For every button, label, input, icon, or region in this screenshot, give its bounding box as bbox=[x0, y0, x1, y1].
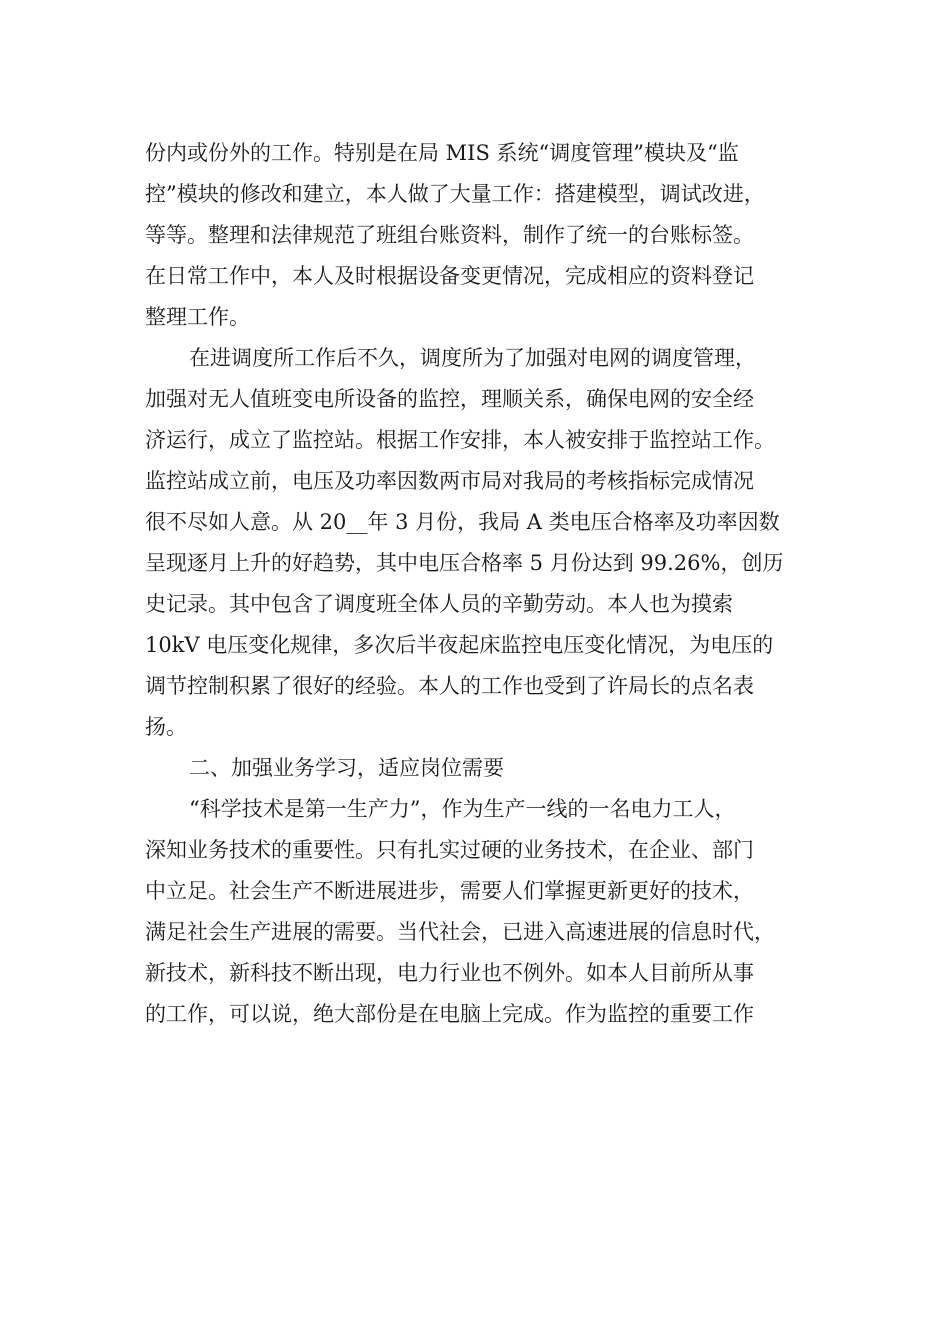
text-line: 扬。 bbox=[145, 715, 187, 739]
text-line: 在日常工作中，本人及时根据设备变更情况，完成相应的资料登记 bbox=[145, 264, 754, 288]
text-line: 济运行，成立了监控站。根据工作安排，本人被安排于监控站工作。 bbox=[145, 428, 775, 452]
section-heading: 二、加强业务学习，适应岗位需要 bbox=[189, 756, 504, 780]
text-line: 的工作，可以说，绝大部份是在电脑上完成。作为监控的重要工作 bbox=[145, 1002, 754, 1026]
text-line: 监控站成立前，电压及功率因数两市局对我局的考核指标完成情况 bbox=[145, 469, 754, 493]
text-line: 份内或份外的工作。特别是在局 MIS 系统“调度管理”模块及“监 bbox=[145, 141, 739, 165]
text-line: 史记录。其中包含了调度班全体人员的辛勤劳动。本人也为摸索 bbox=[145, 592, 733, 616]
paragraph-start-line: 在进调度所工作后不久，调度所为了加强对电网的调度管理， bbox=[189, 346, 756, 370]
document-body bbox=[145, 133, 825, 1035]
text-line: 中立足。社会生产不断进展进步，需要人们掌握更新更好的技术， bbox=[145, 879, 754, 903]
text-line: 呈现逐月上升的好趋势，其中电压合格率 5 月份达到 99.26%，创历 bbox=[145, 551, 784, 575]
text-line: 加强对无人值班变电所设备的监控，理顺关系，确保电网的安全经 bbox=[145, 387, 754, 411]
text-line: 满足社会生产进展的需要。当代社会，已进入高速进展的信息时代， bbox=[145, 920, 775, 944]
text-line: 10kV 电压变化规律，多次后半夜起床监控电压变化情况，为电压的 bbox=[145, 633, 774, 657]
text-line: 很不尽如人意。从 20__年 3 月份，我局 A 类电压合格率及功率因数 bbox=[145, 510, 780, 534]
text-line: 控”模块的修改和建立，本人做了大量工作：搭建模型，调试改进， bbox=[145, 182, 765, 206]
text-line: 深知业务技术的重要性。只有扎实过硬的业务技术，在企业、部门 bbox=[145, 838, 754, 862]
text-line: 等等。整理和法律规范了班组台账资料，制作了统一的台账标签。 bbox=[145, 223, 754, 247]
paragraph-start-line: “科学技术是第一生产力”，作为生产一线的一名电力工人， bbox=[189, 797, 736, 821]
text-line: 新技术，新科技不断出现，电力行业也不例外。如本人目前所从事 bbox=[145, 961, 754, 985]
text-line: 调节控制积累了很好的经验。本人的工作也受到了许局长的点名表 bbox=[145, 674, 754, 698]
text-line: 整理工作。 bbox=[145, 305, 250, 329]
